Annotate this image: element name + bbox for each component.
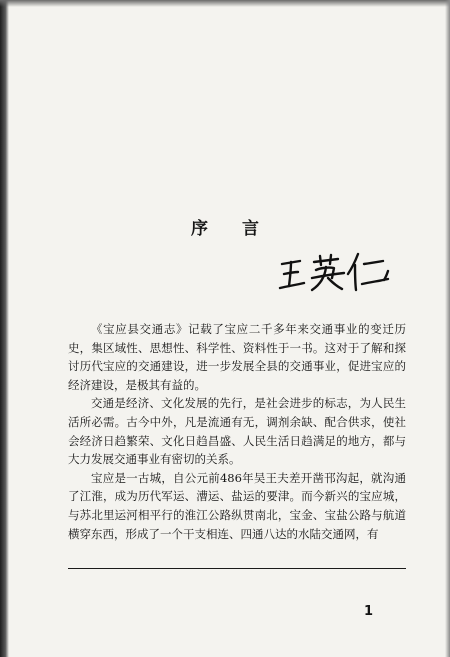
paragraph-3: 宝应是一古城，自公元前486年吴王夫差开凿邗沟起，就沟通了江淮，成为历代军运、漕运、盐运的要津。而今新兴的宝应城，与苏北里运河相平行的淮江公路纵贯南北，宝金、宝盐公路与航道横穿东西，形成了一个干支相连、四通八达的水陆交通网，有: [68, 470, 406, 541]
scan-edge-left: [0, 0, 9, 657]
heading-char-1: 序: [191, 219, 208, 239]
preface-heading: [0, 214, 450, 239]
page-number: 1: [364, 604, 374, 619]
paragraph-2: 交通是经济、文化发展的先行，是社会进步的标志，为人民生活所必需。古今中外，凡是流通有无，调剂余缺、配合供求，使社会经济日趋繁荣、文化日趋昌盛、人民生活日趋满足的地方，都与大力发展交通事业有密切的关系。: [68, 396, 406, 467]
paragraph-1: 《宝应县交通志》记载了宝应二千多年来交通事业的变迁历史，集区域性、思想性、科学性、资料性于一书。这对于了解和探讨历代宝应的交通建设，进一步发展全县的交通事业，促进宝应的经济建设，是极其有益的。: [68, 322, 406, 392]
preface-body: [68, 320, 406, 543]
scan-edge-top: [0, 0, 450, 7]
scan-edge-right: [445, 0, 450, 657]
footer-rule: [68, 568, 406, 569]
heading-char-2: 言: [242, 219, 259, 239]
handwritten-signature: [276, 250, 392, 294]
